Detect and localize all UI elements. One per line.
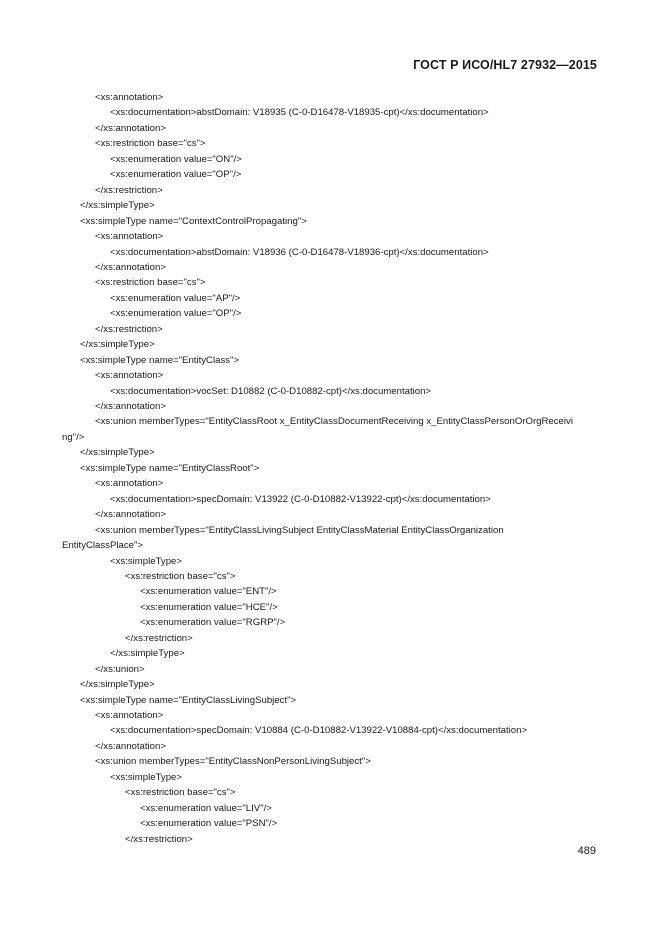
code-line: </xs:annotation> bbox=[95, 401, 166, 412]
code-line: </xs:restriction> bbox=[125, 833, 193, 845]
code-line: <xs:enumeration value="PSN"/> bbox=[140, 818, 278, 830]
code-line: <xs:union memberTypes="EntityClassRoot x_EntityClassDocumentReceiving x_EntityClassPersonOrOrgReceivi bbox=[95, 416, 573, 428]
code-line: </xs:simpleType> bbox=[110, 648, 185, 660]
code-line: </xs:simpleType> bbox=[80, 339, 155, 351]
code-line: <xs:annotation> bbox=[95, 478, 164, 490]
code-line: </xs:annotation> bbox=[95, 509, 166, 521]
code-line: <xs:simpleType name="EntityClassRoot"> bbox=[80, 462, 260, 474]
code-line: <xs:annotation> bbox=[95, 231, 164, 243]
code-line: <xs:enumeration value="AP"/> bbox=[110, 292, 241, 304]
code-line: <xs:documentation>specDomain: V13922 (C-0-D10882-V13922-cpt)</xs:documentation> bbox=[110, 493, 491, 505]
code-line: ng"/> bbox=[62, 431, 85, 443]
code-line: </xs:restriction> bbox=[125, 632, 193, 644]
code-line: <xs:enumeration value="OP"/> bbox=[110, 308, 242, 320]
code-line: <xs:enumeration value="HCE"/> bbox=[140, 601, 278, 613]
page-number: 489 bbox=[577, 845, 596, 857]
code-line: </xs:annotation> bbox=[95, 122, 166, 134]
code-line: <xs:enumeration value="ENT"/> bbox=[140, 586, 277, 598]
code-line: <xs:enumeration value="RGRP"/> bbox=[140, 617, 286, 629]
code-line: EntityClassPlace"> bbox=[62, 540, 143, 552]
document-standard-header: ГОСТ Р ИСО/HL7 27932—2015 bbox=[413, 58, 597, 72]
code-line: </xs:annotation> bbox=[95, 261, 166, 273]
code-line: <xs:documentation>vocSet: D10882 (C-0-D10882-cpt)</xs:documentation> bbox=[110, 385, 432, 397]
code-line: </xs:simpleType> bbox=[80, 200, 155, 212]
code-line: </xs:union> bbox=[95, 663, 145, 675]
code-line: <xs:enumeration value="OP"/> bbox=[110, 169, 242, 181]
code-line: <xs:documentation>specDomain: V10884 (C-0-D10882-V13922-V10884-cpt)</xs:documentation> bbox=[110, 725, 528, 737]
code-line: <xs:simpleType> bbox=[110, 555, 182, 567]
code-line: <xs:restriction base="cs"> bbox=[125, 570, 236, 582]
code-line: </xs:simpleType> bbox=[80, 447, 155, 459]
code-line: <xs:annotation> bbox=[95, 710, 164, 721]
code-line: <xs:restriction base="cs"> bbox=[95, 138, 206, 150]
code-line: </xs:simpleType> bbox=[80, 679, 155, 691]
code-line: </xs:annotation> bbox=[95, 740, 166, 752]
code-line: <xs:documentation>abstDomain: V18935 (C-0-D16478-V18935-cpt)</xs:documentation> bbox=[110, 107, 489, 119]
code-line: <xs:simpleType> bbox=[110, 771, 182, 783]
code-line: <xs:union memberTypes="EntityClassNonPersonLivingSubject"> bbox=[95, 756, 371, 768]
code-line: <xs:union memberTypes="EntityClassLivingSubject EntityClassMaterial EntityClassOrganization bbox=[95, 524, 504, 536]
code-line: </xs:restriction> bbox=[95, 184, 163, 196]
code-line: <xs:simpleType name="ContextControlPropagating"> bbox=[80, 215, 307, 227]
code-line: <xs:enumeration value="ON"/> bbox=[110, 153, 242, 165]
code-line: <xs:enumeration value="LIV"/> bbox=[140, 802, 272, 814]
code-line: <xs:annotation> bbox=[95, 92, 164, 103]
code-line: <xs:simpleType name="EntityClass"> bbox=[80, 354, 240, 366]
code-line: <xs:restriction base="cs"> bbox=[125, 787, 236, 799]
code-line: <xs:annotation> bbox=[95, 370, 164, 382]
code-line: <xs:simpleType name="EntityClassLivingSubject"> bbox=[80, 694, 297, 706]
code-line: <xs:restriction base="cs"> bbox=[95, 277, 206, 289]
code-line: </xs:restriction> bbox=[95, 323, 163, 335]
code-line: <xs:documentation>abstDomain: V18936 (C-0-D16478-V18936-cpt)</xs:documentation> bbox=[110, 246, 489, 258]
